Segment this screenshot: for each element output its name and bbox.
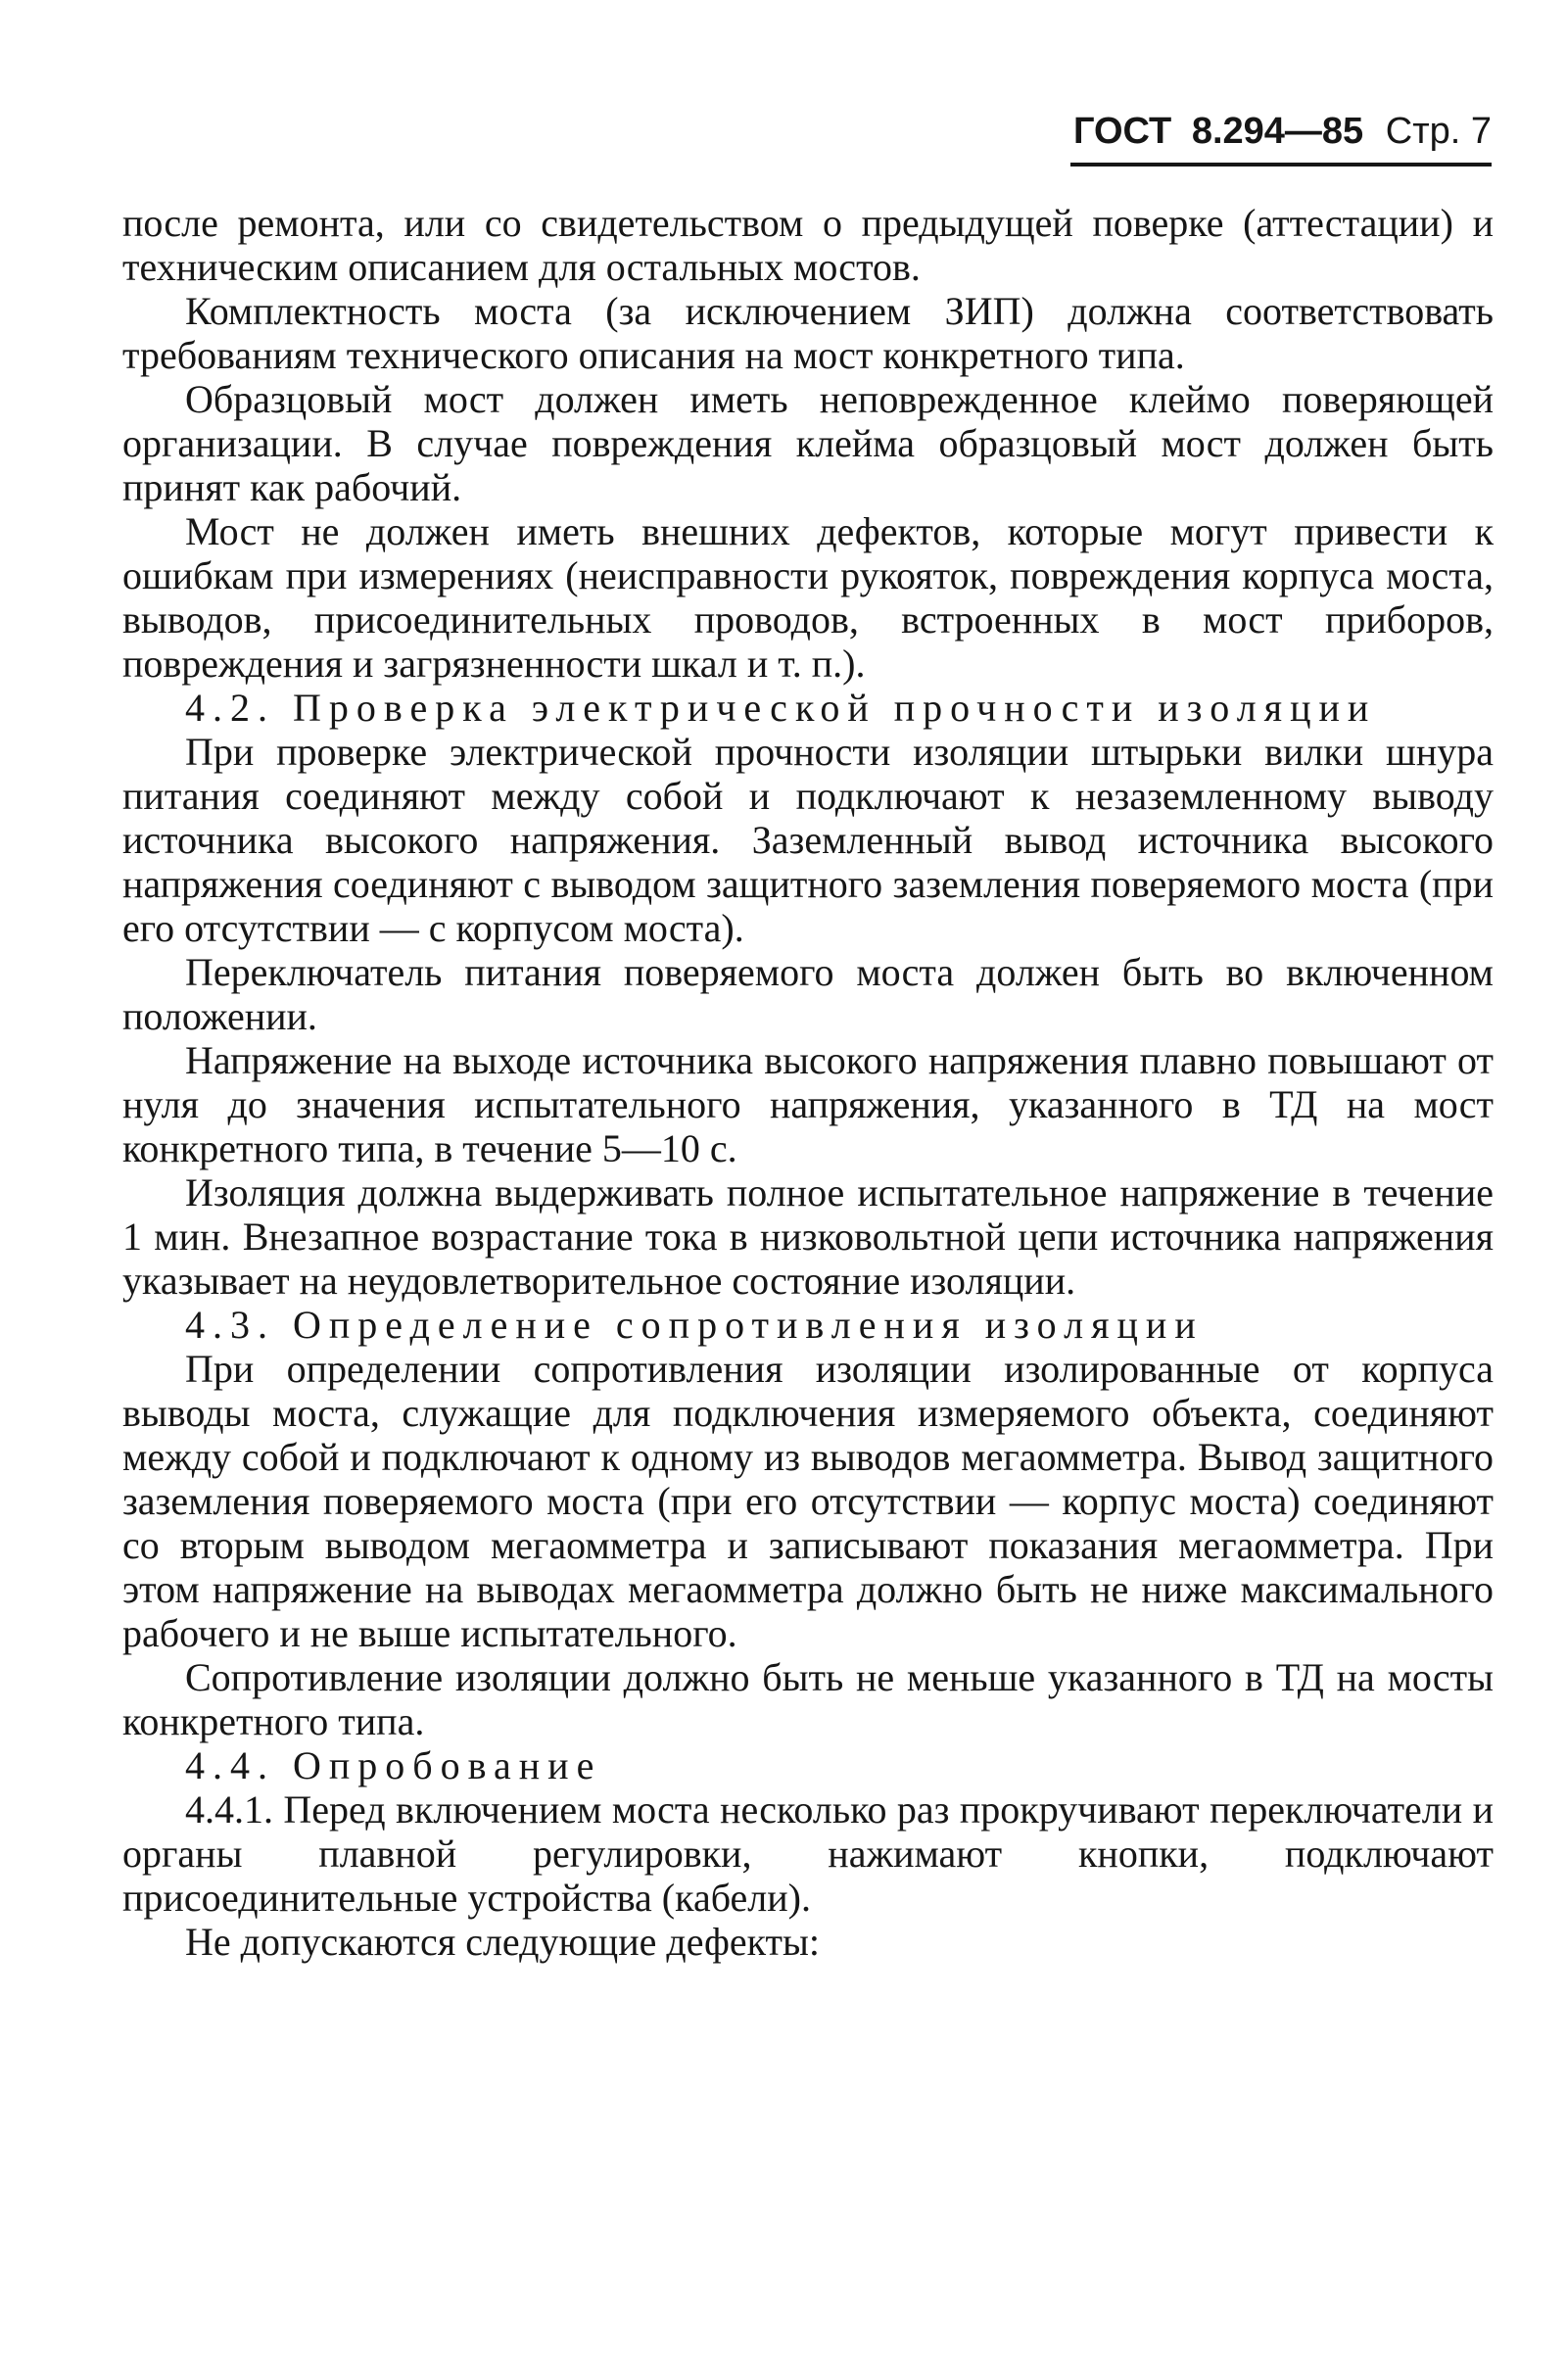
paragraph-reference-bridge: Образцовый мост должен иметь неповрежденное клеймо поверяющей организации. В случае повреждения клейма образцовый мост должен быть принят как рабочий. (122, 377, 1494, 509)
paragraph-completeness: Комплектность моста (за исключением ЗИП) должна соответствовать требованиям технического описания на мост конкретного типа. (122, 289, 1494, 377)
paragraph-defects-intro: Не допускаются следующие дефекты: (185, 1920, 820, 1964)
paragraph-power-switch: Переключатель питания поверяемого моста должен быть во включенном положении. (122, 950, 1494, 1038)
paragraph-resistance-requirement: Сопротивление изоляции должно быть не меньше указанного в ТД на мосты конкретного типа. (122, 1655, 1494, 1743)
paragraph-insulation-withstand: Изоляция должна выдерживать полное испытательное напряжение в течение 1 мин. Внезапное возрастание тока в низковольтной цепи источника напряжения указывает на неудовлетворительное состояние изоляции. (122, 1170, 1494, 1303)
paragraph-voltage-ramp: Напряжение на выходе источника высокого напряжения плавно повышают от нуля до значения испытательного напряжения, указанного в ТД на мост конкретного типа, в течение 5—10 с. (122, 1038, 1494, 1170)
section-heading-4-4: 4.4. Опробование (185, 1743, 602, 1787)
paragraph-resistance-measurement: При определении сопротивления изоляции изолированные от корпуса выводы моста, служащие для подключения измеряемого объекта, соединяют между собой и подключают к одному из выводов мегаомметра. Вывод защитного заземления поверяемого моста (при его отсутствии — корпус моста) соединяют со вторым выводом мегаомметра и записывают показания мегаомметра. При этом напряжение на выводах мегаомметра должно быть не ниже максимального рабочего и не выше испытательного. (122, 1347, 1494, 1655)
paragraph-external-defects: Мост не должен иметь внешних дефектов, которые могут привести к ошибкам при измерениях (неисправности рукояток, повреждения корпуса моста, выводов, присоединительных проводов, встроенных в мост приборов, повреждения и загрязненности шкал и т. п.). (122, 509, 1494, 686)
standard-label: ГОСТ (1072, 111, 1172, 152)
section-heading-4-3: 4.3. Определение сопротивления изоляции (185, 1303, 1204, 1347)
standard-number: 8.294—85 (1191, 111, 1364, 152)
header-rule (1070, 163, 1492, 167)
paragraph-trial-operation: 4.4.1. Перед включением моста несколько раз прокручивают переключатели и органы плавной регулировки, нажимают кнопки, подключают присоединительные устройства (кабели). (122, 1787, 1494, 1920)
page-number: Стр. 7 (1385, 111, 1492, 152)
section-heading-4-2: 4.2. Проверка электрической прочности изоляции (185, 686, 1377, 730)
paragraph-continuation: после ремонта, или со свидетельством о предыдущей поверке (аттестации) и техническим описанием для остальных мостов. (122, 201, 1494, 289)
document-body (122, 201, 1494, 1964)
page-header (1070, 108, 1492, 167)
paragraph-strength-test-setup: При проверке электрической прочности изоляции штырьки вилки шнура питания соединяют между собой и подключают к незаземленному выводу источника высокого напряжения. Заземленный вывод источника высокого напряжения соединяют с выводом защитного заземления поверяемого моста (при его отсутствии — с корпусом моста). (122, 730, 1494, 950)
